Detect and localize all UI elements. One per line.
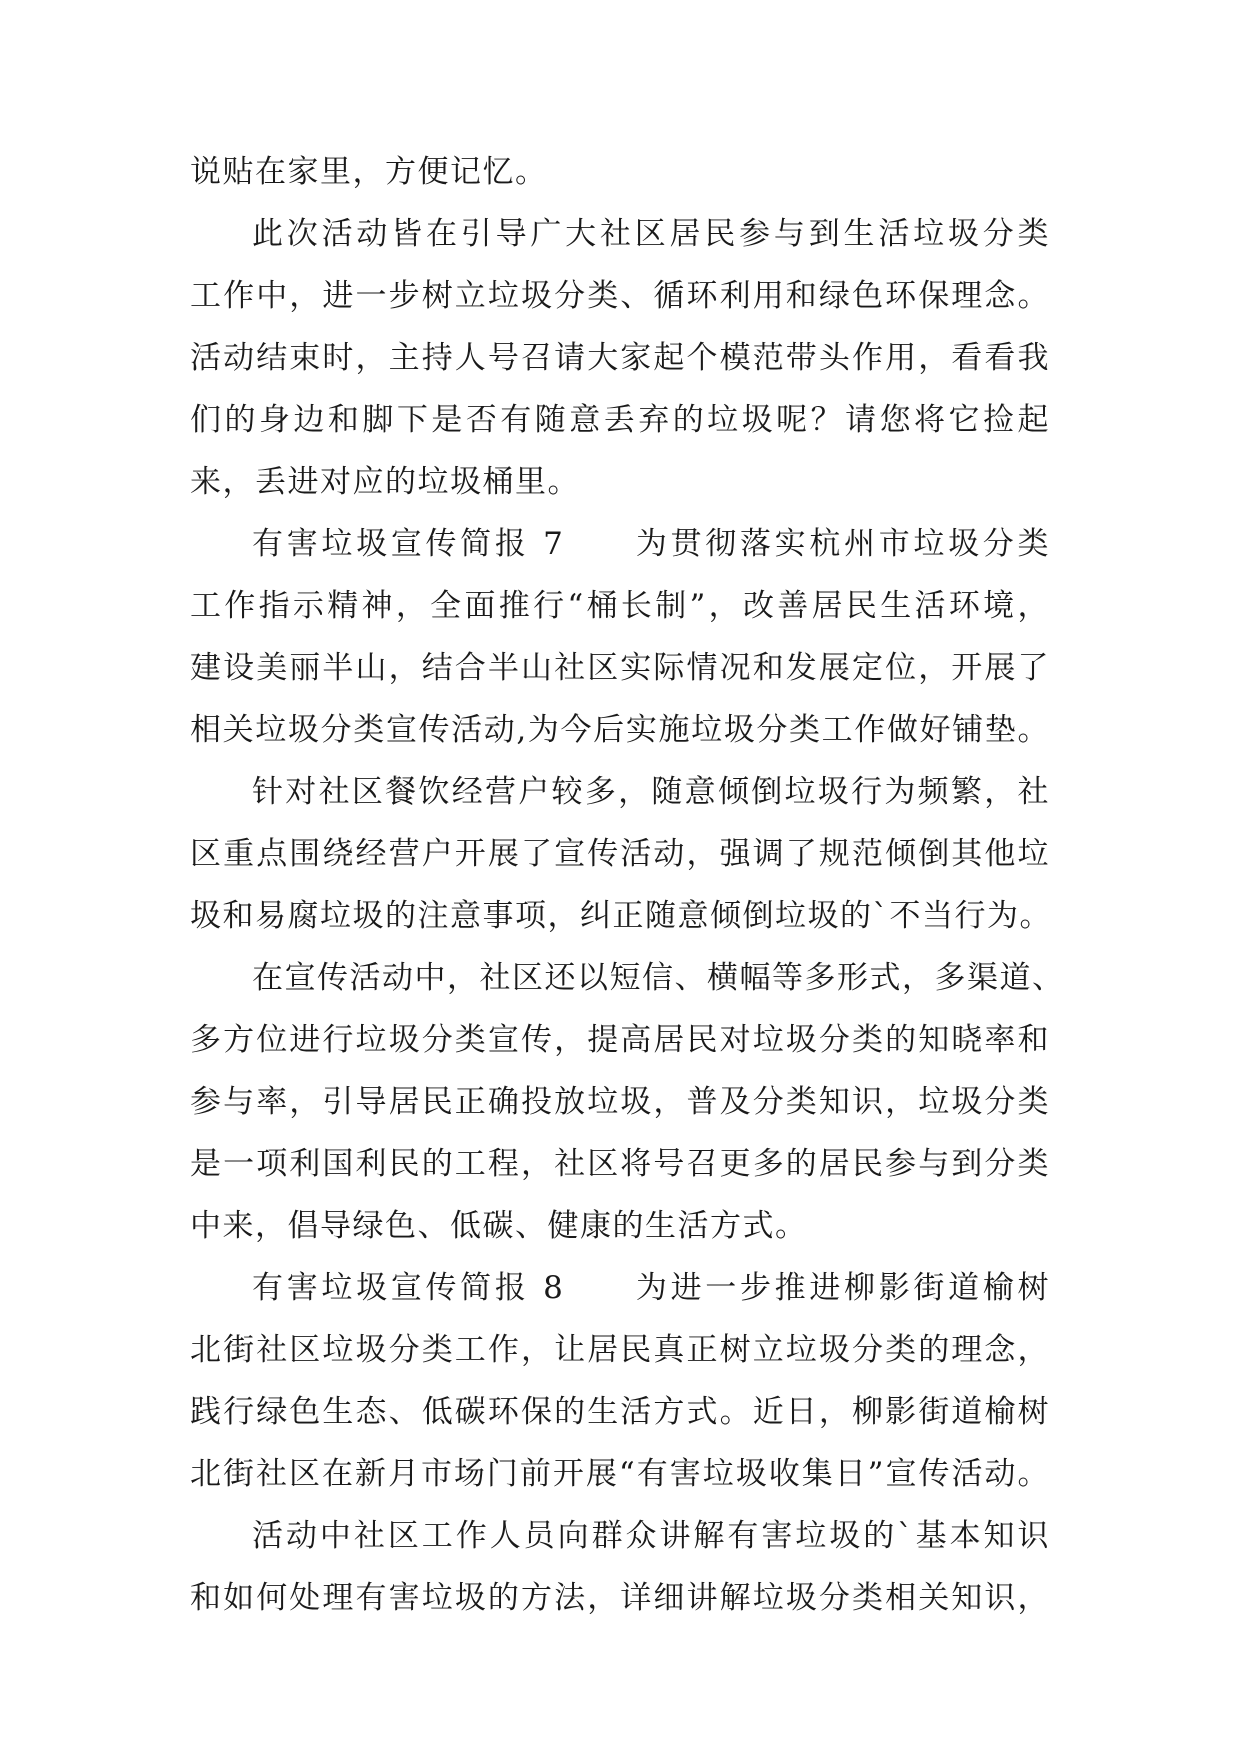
text-line: 中来，倡导绿色、低碳、健康的生活方式。 bbox=[190, 1208, 808, 1244]
section-heading-line: 有害垃圾宣传简报 8 为进一步推进柳影街道榆树 bbox=[252, 1270, 1050, 1306]
text-line: 相关垃圾分类宣传活动,为今后实施垃圾分类工作做好铺垫。 bbox=[190, 712, 1050, 748]
text-line: 和如何处理有害垃圾的方法，详细讲解垃圾分类相关知识， bbox=[190, 1580, 1050, 1616]
text-line: 们的身边和脚下是否有随意丢弃的垃圾呢？请您将它捡起 bbox=[190, 402, 1050, 438]
paragraph-first-line: 活动中社区工作人员向群众讲解有害垃圾的`基本知识 bbox=[252, 1518, 1050, 1554]
text-line: 工作中，进一步树立垃圾分类、循环利用和绿色环保理念。 bbox=[190, 278, 1050, 314]
text-line: 圾和易腐垃圾的注意事项，纠正随意倾倒垃圾的`不当行为。 bbox=[190, 898, 1052, 934]
text-line: 建设美丽半山，结合半山社区实际情况和发展定位，开展了 bbox=[190, 650, 1050, 686]
paragraph-first-line: 此次活动皆在引导广大社区居民参与到生活垃圾分类 bbox=[252, 216, 1050, 252]
text-line: 多方位进行垃圾分类宣传，提高居民对垃圾分类的知晓率和 bbox=[190, 1022, 1050, 1058]
text-line: 活动结束时，主持人号召请大家起个模范带头作用，看看我 bbox=[190, 340, 1050, 376]
paragraph-first-line: 在宣传活动中，社区还以短信、横幅等多形式，多渠道、 bbox=[252, 960, 1065, 996]
section-heading-line: 有害垃圾宣传简报 7 为贯彻落实杭州市垃圾分类 bbox=[252, 526, 1050, 562]
text-line: 北街社区在新月市场门前开展“有害垃圾收集日”宣传活动。 bbox=[190, 1456, 1050, 1492]
text-line: 北街社区垃圾分类工作，让居民真正树立垃圾分类的理念， bbox=[190, 1332, 1050, 1368]
text-line: 区重点围绕经营户开展了宣传活动，强调了规范倾倒其他垃 bbox=[190, 836, 1050, 872]
text-line: 是一项利国利民的工程，社区将号召更多的居民参与到分类 bbox=[190, 1146, 1050, 1182]
text-line: 践行绿色生态、低碳环保的生活方式。近日，柳影街道榆树 bbox=[190, 1394, 1050, 1430]
text-line: 参与率，引导居民正确投放垃圾，普及分类知识，垃圾分类 bbox=[190, 1084, 1050, 1120]
paragraph-first-line: 针对社区餐饮经营户较多，随意倾倒垃圾行为频繁，社 bbox=[252, 774, 1050, 810]
text-line: 说贴在家里，方便记忆。 bbox=[190, 154, 548, 190]
text-line: 工作指示精神，全面推行“桶长制”，改善居民生活环境， bbox=[190, 588, 1050, 624]
text-line: 来，丢进对应的垃圾桶里。 bbox=[190, 464, 580, 500]
